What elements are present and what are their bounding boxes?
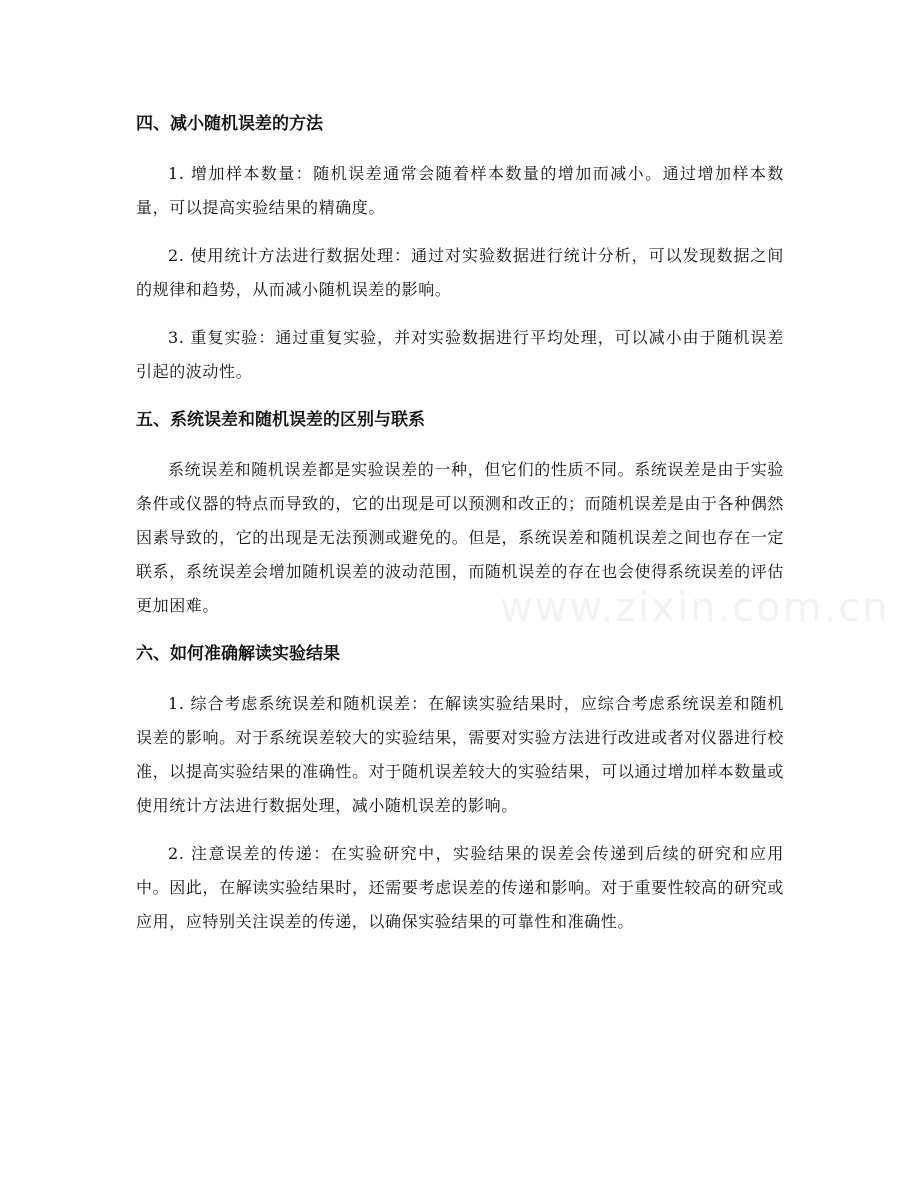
section-4-item-1: 1. 增加样本数量：随机误差通常会随着样本数量的增加而减小。通过增加样本数量，可以提高实验结果的精确度。 xyxy=(136,164,784,217)
section-6-item-2: 2. 注意误差的传递：在实验研究中，实验结果的误差会传递到后续的研究和应用中。因此，在解读实验结果时，还需要考虑误差的传递和影响。对于重要性较高的研究或应用，应特别关注误差的传递，以确保实验结果的可靠性和准确性。 xyxy=(136,844,784,931)
section-5-paragraph: 系统误差和随机误差都是实验误差的一种，但它们的性质不同。系统误差是由于实验条件或仪器的特点而导致的，它的出现是可以预测和改正的；而随机误差是由于各种偶然因素导致的，它的出现是无法预测或避免的。但是，系统误差和随机误差之间也存在一定联系，系统误差会增加随机误差的波动范围，而随机误差的存在也会使得系统误差的评估更加困难。 xyxy=(136,460,784,615)
watermark: www.zixin.com.cn xyxy=(500,585,890,631)
section-4-heading: 四、减小随机误差的方法 xyxy=(136,114,323,134)
section-6-heading: 六、如何准确解读实验结果 xyxy=(136,644,340,664)
document-page xyxy=(136,107,784,953)
section-5-heading: 五、系统误差和随机误差的区别与联系 xyxy=(136,410,425,430)
section-6-item-1: 1. 综合考虑系统误差和随机误差：在解读实验结果时，应综合考虑系统误差和随机误差的影响。对于系统误差较大的实验结果，需要对实验方法进行改进或者对仪器进行校准，以提高实验结果的准确性。对于随机误差较大的实验结果，可以通过增加样本数量或使用统计方法进行数据处理，减小随机误差的影响。 xyxy=(136,694,784,815)
section-4-item-2: 2. 使用统计方法进行数据处理：通过对实验数据进行统计分析，可以发现数据之间的规律和趋势，从而减小随机误差的影响。 xyxy=(136,246,784,299)
section-4-item-3: 3. 重复实验：通过重复实验，并对实验数据进行平均处理，可以减小由于随机误差引起的波动性。 xyxy=(136,328,784,381)
